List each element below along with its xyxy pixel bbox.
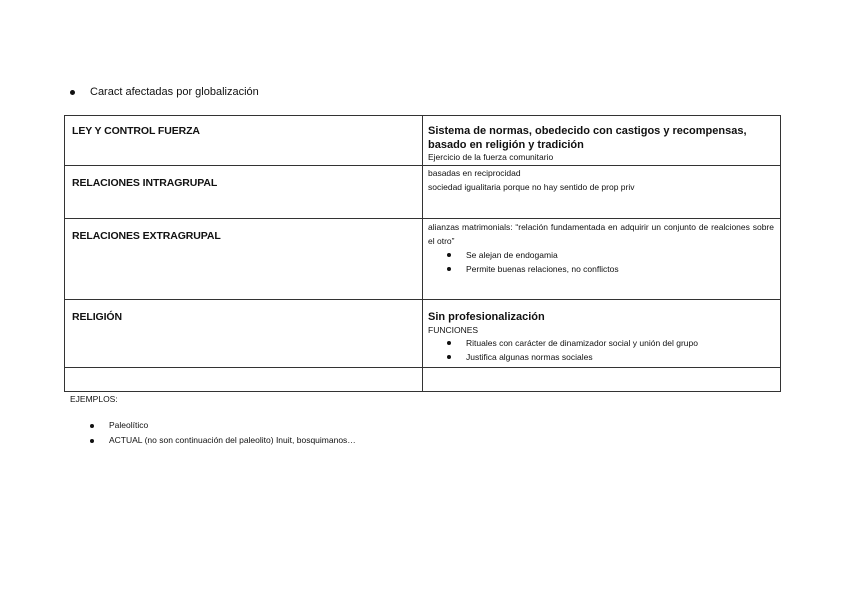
top-bullet-text: Caract afectadas por globalización [90,86,259,98]
bullet-icon [447,253,451,257]
list-item: Paleolítico [90,418,356,433]
table-row-religion [65,300,781,368]
extragrupal-bullet-list [428,248,774,276]
cell-religion-label [65,300,423,368]
cell-ley-label [65,116,423,166]
cell-intragrupal-content [423,166,781,219]
list-item: Justifica algunas normas sociales [447,350,774,364]
cell-empty-left [65,368,423,392]
examples-list [90,418,356,448]
list-item: Se alejan de endogamia [447,248,774,262]
bullet-icon [70,90,75,95]
list-item: Permite buenas relaciones, no conflictos [447,262,774,276]
cell-religion-content [423,300,781,368]
cell-extragrupal-content [423,219,781,300]
ley-note: Ejercicio de la fuerza comunitario [428,152,554,162]
bullet-icon [90,439,94,443]
bullet-icon [447,355,451,359]
ejemplos-label: EJEMPLOS: [70,394,118,404]
bullet-icon [447,267,451,271]
cell-extragrupal-label [65,219,423,300]
table-row-ley [65,116,781,166]
list-item: Rituales con carácter de dinamizador social y unión del grupo [447,336,774,350]
cell-intragrupal-label [65,166,423,219]
extragrupal-text: alianzas matrimonials: “relación fundamentada en adquirir un conjunto de realciones sobre el otro” [428,222,774,246]
characteristics-table [64,115,781,392]
bullet-icon [447,341,451,345]
row-label-ley: LEY Y CONTROL FUERZA [72,125,200,137]
cell-ley-content [423,116,781,166]
row-label-extragrupal: RELACIONES EXTRAGRUPAL [72,230,221,242]
religion-bullet-list [428,336,774,364]
list-item: ACTUAL (no son continuación del paleolito) Inuit, bosquimanos… [90,433,356,448]
row-label-religion: RELIGIÓN [72,311,122,323]
ley-title: Sistema de normas, obedecido con castigos y recompensas, basado en religión y tradición [428,125,747,151]
table-row-extragrupal [65,219,781,300]
cell-empty-right [423,368,781,392]
bullet-icon [90,424,94,428]
table-row-intragrupal [65,166,781,219]
religion-subtitle: FUNCIONES [428,325,479,335]
row-label-intragrupal: RELACIONES INTRAGRUPAL [72,177,218,189]
top-bullet-item [70,86,259,98]
table-row-empty [65,368,781,392]
intragrupal-line-2: sociedad igualitaria porque no hay sentido de prop priv [428,182,635,192]
religion-title: Sin profesionalización [428,311,545,323]
intragrupal-line-1: basadas en reciprocidad [428,168,521,178]
